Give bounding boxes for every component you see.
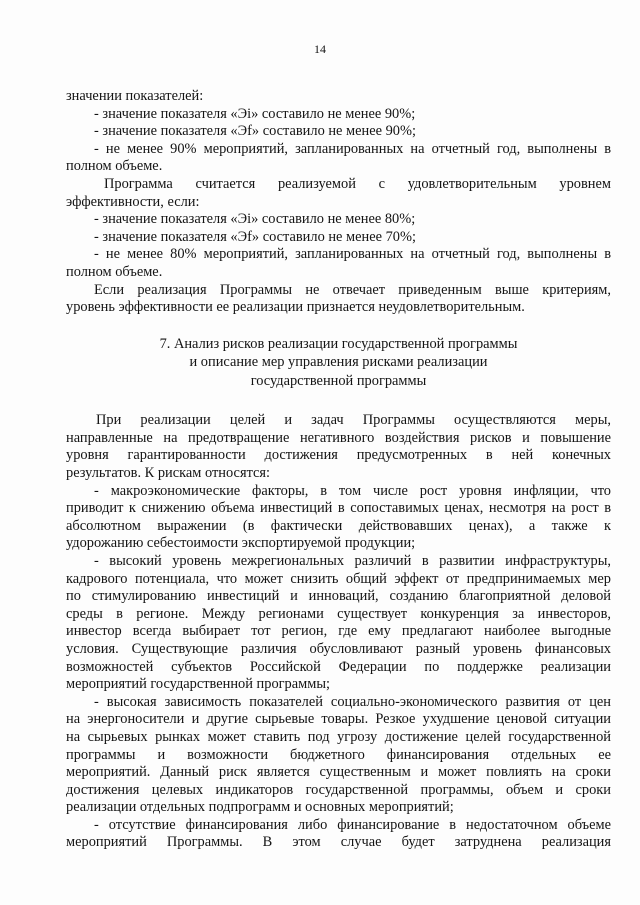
text-line: мероприятий государственной программы; [66, 676, 331, 693]
section-heading [66, 335, 611, 391]
text-line: - значение показателя «Эf» составило не менее 90%; [94, 123, 416, 140]
text-line: достижения целевых индикаторов государственной программы, объем и сроки [66, 781, 611, 798]
text-line: кадрового потенциала, что может снизить общий эффект от предпринимаемых мер [66, 570, 611, 587]
text-line: направленные на предотвращение негативного воздействия рисков и повышение [66, 429, 611, 446]
text-line: мероприятий. Данный риск является существенным и может повлиять на сроки [66, 764, 611, 781]
heading-line: государственной программы [250, 372, 427, 389]
text-line: результатов. К рискам относятся: [66, 465, 271, 481]
text-line: - высокий уровень межрегиональных различий в развитии инфраструктуры, [94, 552, 611, 569]
text-line: - не менее 90% мероприятий, запланированных на отчетный год, выполнены в [94, 140, 611, 157]
text-line: - значение показателя «Эi» составило не менее 90%; [94, 105, 416, 122]
text-line: - высокая зависимость показателей социально-экономического развития от цен [94, 693, 611, 710]
text-line: программы и возможности бюджетного финансирования отдельных ее [66, 746, 611, 763]
heading-line: 7. Анализ рисков реализации государственной программы [159, 335, 518, 352]
text-line: инвестор всегда выбирает тот регион, где ему предлагают наиболее выгодные [66, 623, 611, 640]
text-line: полном объеме. [66, 158, 163, 175]
text-line: - отсутствие финансирования либо финансирование в недостаточном объеме [94, 816, 611, 833]
text-line: условия. Существующие различия обусловливают разный уровень финансовых [66, 640, 611, 657]
text-line: При реализации целей и задач Программы осуществляются меры, [96, 412, 611, 429]
text-line: мероприятий Программы. В этом случае будет затруднена реализация [66, 834, 611, 851]
text-line: на сырьевых рынках может ставить под угрозу достижение целей государственной [66, 728, 611, 745]
heading-line: и описание мер управления рисками реализации [189, 354, 488, 371]
page-number: 14 [314, 42, 326, 56]
text-line: удорожанию себестоимости экспортируемой продукции; [66, 535, 416, 552]
text-line: уровня гарантированности достижения предусмотренных в ней конечных [66, 447, 611, 464]
text-line: Программа считается реализуемой с удовлетворительным уровнем [104, 175, 611, 192]
text-line: на энергоносители и другие сырьевые товары. Резкое ухудшение ценовой ситуации [66, 711, 611, 728]
text-line: - не менее 80% мероприятий, запланированных на отчетный год, выполнены в [94, 246, 611, 263]
text-line: Если реализация Программы не отвечает приведенным выше критериям, [94, 281, 611, 298]
text-line: по стимулированию инвестиций и инноваций, созданию благоприятной деловой [66, 588, 611, 605]
text-line: эффективности, если: [66, 193, 200, 210]
text-line: возможностей субъектов Российской Федерации по поддержке реализации [66, 658, 611, 675]
text-line: полном объеме. [66, 263, 163, 280]
text-line: - значение показателя «Эf» составило не менее 70%; [94, 228, 416, 245]
text-line: реализации отдельных подпрограмм и основных мероприятий; [66, 799, 454, 816]
text-line: значении показателей: [66, 88, 204, 104]
text-line: - значение показателя «Эi» составило не менее 80%; [94, 211, 416, 228]
text-line: приводит к снижению объема инвестиций в сопоставимых ценах, несмотря на рост в [66, 500, 611, 517]
text-line: среды в регионе. Между регионами существует конкуренция за инвесторов, [66, 605, 611, 622]
text-line: - макроэкономические факторы, в том числе рост уровня инфляции, что [94, 482, 611, 499]
text-line: абсолютном выражении (в фактически действовавших ценах), а также к [66, 517, 611, 534]
text-line: уровень эффективности ее реализации признается неудовлетворительным. [66, 299, 525, 316]
document-body [66, 88, 611, 852]
